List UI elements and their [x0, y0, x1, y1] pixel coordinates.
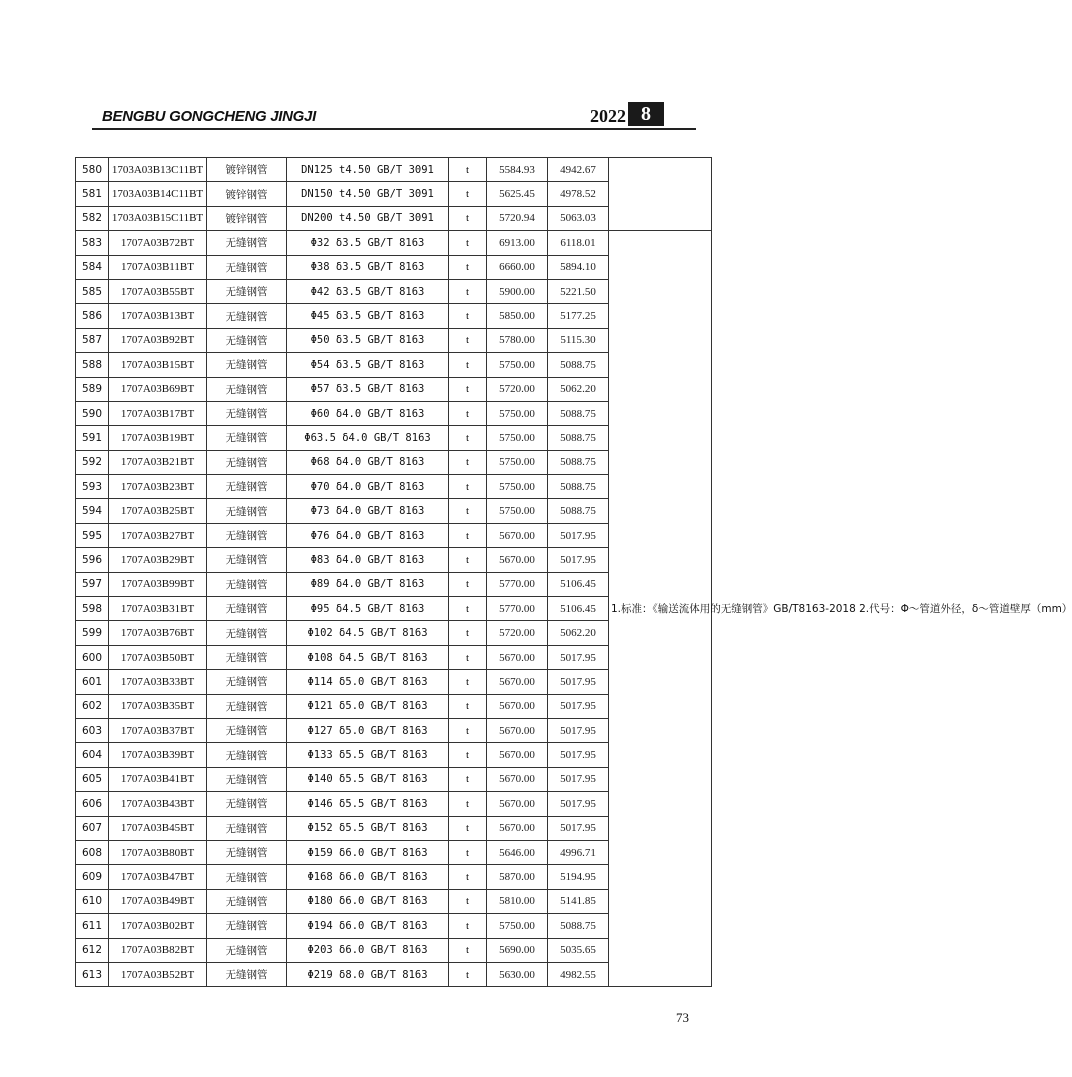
price-excl-tax: 5141.85 — [548, 889, 609, 913]
item-spec: Φ45 δ3.5 GB/T 8163 — [287, 304, 449, 328]
row-number: 585 — [76, 279, 109, 303]
item-code: 1707A03B13BT — [109, 304, 207, 328]
price-table — [75, 157, 1072, 987]
item-unit: t — [449, 548, 487, 572]
item-name: 镀锌钢管 — [207, 206, 287, 230]
price-incl-tax: 5670.00 — [487, 743, 548, 767]
table-row — [76, 158, 712, 182]
item-code: 1707A03B19BT — [109, 426, 207, 450]
item-code: 1707A03B49BT — [109, 889, 207, 913]
item-code: 1707A03B37BT — [109, 718, 207, 742]
row-number: 590 — [76, 401, 109, 425]
price-excl-tax: 5062.20 — [548, 377, 609, 401]
item-unit: t — [449, 914, 487, 938]
row-number: 586 — [76, 304, 109, 328]
row-number: 581 — [76, 182, 109, 206]
remarks-cell: 1.标准：《输送流体用的无缝钢管》GB/T8163-2018 2.代号：Φ～管道外径，δ～管道壁厚（mm） — [609, 231, 712, 987]
item-spec: Φ219 δ8.0 GB/T 8163 — [287, 962, 449, 986]
item-code: 1707A03B21BT — [109, 450, 207, 474]
price-incl-tax: 5780.00 — [487, 328, 548, 352]
item-unit: t — [449, 718, 487, 742]
row-number: 597 — [76, 572, 109, 596]
item-code: 1707A03B11BT — [109, 255, 207, 279]
item-name: 无缝钢管 — [207, 548, 287, 572]
item-code: 1707A03B23BT — [109, 475, 207, 499]
item-code: 1707A03B80BT — [109, 840, 207, 864]
row-number: 609 — [76, 865, 109, 889]
price-excl-tax: 5017.95 — [548, 767, 609, 791]
row-number: 594 — [76, 499, 109, 523]
remarks-cell — [609, 158, 712, 231]
item-spec: Φ68 δ4.0 GB/T 8163 — [287, 450, 449, 474]
item-code: 1703A03B14C11BT — [109, 182, 207, 206]
item-name: 无缝钢管 — [207, 231, 287, 255]
row-number: 591 — [76, 426, 109, 450]
price-incl-tax: 5630.00 — [487, 962, 548, 986]
item-unit: t — [449, 523, 487, 547]
price-incl-tax: 5750.00 — [487, 914, 548, 938]
price-excl-tax: 5017.95 — [548, 718, 609, 742]
item-name: 无缝钢管 — [207, 450, 287, 474]
item-name: 镀锌钢管 — [207, 158, 287, 182]
price-incl-tax: 5670.00 — [487, 816, 548, 840]
price-incl-tax: 5670.00 — [487, 767, 548, 791]
item-spec: Φ60 δ4.0 GB/T 8163 — [287, 401, 449, 425]
item-spec: Φ203 δ6.0 GB/T 8163 — [287, 938, 449, 962]
price-incl-tax: 6913.00 — [487, 231, 548, 255]
price-excl-tax: 5106.45 — [548, 597, 609, 621]
price-excl-tax: 5177.25 — [548, 304, 609, 328]
row-number: 602 — [76, 694, 109, 718]
price-excl-tax: 5017.95 — [548, 792, 609, 816]
price-excl-tax: 5088.75 — [548, 914, 609, 938]
price-incl-tax: 5584.93 — [487, 158, 548, 182]
item-spec: Φ50 δ3.5 GB/T 8163 — [287, 328, 449, 352]
row-number: 588 — [76, 353, 109, 377]
price-incl-tax: 5900.00 — [487, 279, 548, 303]
item-unit: t — [449, 328, 487, 352]
item-unit: t — [449, 621, 487, 645]
item-code: 1707A03B45BT — [109, 816, 207, 840]
item-name: 无缝钢管 — [207, 304, 287, 328]
row-number: 580 — [76, 158, 109, 182]
row-number: 600 — [76, 645, 109, 669]
item-code: 1707A03B31BT — [109, 597, 207, 621]
row-number: 595 — [76, 523, 109, 547]
row-number: 589 — [76, 377, 109, 401]
item-name: 无缝钢管 — [207, 475, 287, 499]
item-code: 1707A03B99BT — [109, 572, 207, 596]
price-incl-tax: 5770.00 — [487, 572, 548, 596]
item-name: 镀锌钢管 — [207, 182, 287, 206]
price-incl-tax: 5670.00 — [487, 548, 548, 572]
price-incl-tax: 5720.00 — [487, 621, 548, 645]
item-unit: t — [449, 889, 487, 913]
item-spec: Φ63.5 δ4.0 GB/T 8163 — [287, 426, 449, 450]
issue-number-badge: 8 — [628, 102, 664, 126]
row-number: 604 — [76, 743, 109, 767]
price-incl-tax: 5870.00 — [487, 865, 548, 889]
row-number: 599 — [76, 621, 109, 645]
item-code: 1707A03B52BT — [109, 962, 207, 986]
table-row — [76, 231, 712, 255]
price-incl-tax: 6660.00 — [487, 255, 548, 279]
row-number: 608 — [76, 840, 109, 864]
item-spec: Φ114 δ5.0 GB/T 8163 — [287, 670, 449, 694]
item-unit: t — [449, 377, 487, 401]
price-incl-tax: 5646.00 — [487, 840, 548, 864]
item-name: 无缝钢管 — [207, 718, 287, 742]
item-name: 无缝钢管 — [207, 914, 287, 938]
row-number: 592 — [76, 450, 109, 474]
price-incl-tax: 5670.00 — [487, 670, 548, 694]
item-spec: Φ32 δ3.5 GB/T 8163 — [287, 231, 449, 255]
item-name: 无缝钢管 — [207, 279, 287, 303]
row-number: 610 — [76, 889, 109, 913]
item-name: 无缝钢管 — [207, 499, 287, 523]
item-code: 1703A03B13C11BT — [109, 158, 207, 182]
price-excl-tax: 5088.75 — [548, 426, 609, 450]
price-incl-tax: 5810.00 — [487, 889, 548, 913]
price-excl-tax: 5017.95 — [548, 743, 609, 767]
item-code: 1707A03B02BT — [109, 914, 207, 938]
price-incl-tax: 5750.00 — [487, 401, 548, 425]
price-excl-tax: 5062.20 — [548, 621, 609, 645]
row-number: 583 — [76, 231, 109, 255]
price-incl-tax: 5720.00 — [487, 377, 548, 401]
item-unit: t — [449, 743, 487, 767]
item-unit: t — [449, 401, 487, 425]
item-name: 无缝钢管 — [207, 572, 287, 596]
item-name: 无缝钢管 — [207, 621, 287, 645]
price-excl-tax: 5106.45 — [548, 572, 609, 596]
price-incl-tax: 5750.00 — [487, 426, 548, 450]
price-excl-tax: 5088.75 — [548, 401, 609, 425]
item-unit: t — [449, 792, 487, 816]
item-unit: t — [449, 279, 487, 303]
price-incl-tax: 5720.94 — [487, 206, 548, 230]
price-incl-tax: 5690.00 — [487, 938, 548, 962]
item-name: 无缝钢管 — [207, 328, 287, 352]
price-excl-tax: 4982.55 — [548, 962, 609, 986]
row-number: 582 — [76, 206, 109, 230]
price-excl-tax: 6118.01 — [548, 231, 609, 255]
item-code: 1707A03B25BT — [109, 499, 207, 523]
item-spec: DN150 t4.50 GB/T 3091 — [287, 182, 449, 206]
item-code: 1707A03B92BT — [109, 328, 207, 352]
item-spec: Φ38 δ3.5 GB/T 8163 — [287, 255, 449, 279]
item-code: 1707A03B41BT — [109, 767, 207, 791]
item-unit: t — [449, 499, 487, 523]
item-name: 无缝钢管 — [207, 865, 287, 889]
item-code: 1707A03B29BT — [109, 548, 207, 572]
item-unit: t — [449, 597, 487, 621]
row-number: 601 — [76, 670, 109, 694]
item-spec: Φ102 δ4.5 GB/T 8163 — [287, 621, 449, 645]
row-number: 587 — [76, 328, 109, 352]
row-number: 612 — [76, 938, 109, 962]
item-unit: t — [449, 645, 487, 669]
price-excl-tax: 5088.75 — [548, 475, 609, 499]
price-incl-tax: 5625.45 — [487, 182, 548, 206]
price-excl-tax: 5115.30 — [548, 328, 609, 352]
item-spec: Φ73 δ4.0 GB/T 8163 — [287, 499, 449, 523]
price-incl-tax: 5670.00 — [487, 694, 548, 718]
item-unit: t — [449, 206, 487, 230]
item-name: 无缝钢管 — [207, 840, 287, 864]
item-spec: Φ180 δ6.0 GB/T 8163 — [287, 889, 449, 913]
price-excl-tax: 4996.71 — [548, 840, 609, 864]
item-name: 无缝钢管 — [207, 792, 287, 816]
item-spec: Φ140 δ5.5 GB/T 8163 — [287, 767, 449, 791]
item-code: 1707A03B72BT — [109, 231, 207, 255]
item-spec: DN125 t4.50 GB/T 3091 — [287, 158, 449, 182]
price-table-body — [76, 158, 1072, 987]
item-unit: t — [449, 475, 487, 499]
item-name: 无缝钢管 — [207, 767, 287, 791]
header-rule — [92, 128, 696, 130]
item-spec: DN200 t4.50 GB/T 3091 — [287, 206, 449, 230]
item-name: 无缝钢管 — [207, 889, 287, 913]
price-incl-tax: 5670.00 — [487, 523, 548, 547]
item-spec: Φ127 δ5.0 GB/T 8163 — [287, 718, 449, 742]
price-excl-tax: 5017.95 — [548, 670, 609, 694]
item-spec: Φ121 δ5.0 GB/T 8163 — [287, 694, 449, 718]
price-excl-tax: 5088.75 — [548, 450, 609, 474]
item-name: 无缝钢管 — [207, 645, 287, 669]
item-code: 1707A03B47BT — [109, 865, 207, 889]
item-unit: t — [449, 231, 487, 255]
item-unit: t — [449, 450, 487, 474]
item-unit: t — [449, 840, 487, 864]
row-number: 605 — [76, 767, 109, 791]
price-incl-tax: 5850.00 — [487, 304, 548, 328]
item-spec: Φ95 δ4.5 GB/T 8163 — [287, 597, 449, 621]
price-excl-tax: 5088.75 — [548, 499, 609, 523]
price-excl-tax: 5017.95 — [548, 816, 609, 840]
item-unit: t — [449, 572, 487, 596]
item-spec: Φ146 δ5.5 GB/T 8163 — [287, 792, 449, 816]
price-excl-tax: 5017.95 — [548, 548, 609, 572]
row-number: 611 — [76, 914, 109, 938]
item-unit: t — [449, 158, 487, 182]
price-incl-tax: 5750.00 — [487, 475, 548, 499]
item-spec: Φ54 δ3.5 GB/T 8163 — [287, 353, 449, 377]
price-incl-tax: 5770.00 — [487, 597, 548, 621]
price-excl-tax: 5017.95 — [548, 694, 609, 718]
item-code: 1707A03B27BT — [109, 523, 207, 547]
item-unit: t — [449, 938, 487, 962]
item-spec: Φ57 δ3.5 GB/T 8163 — [287, 377, 449, 401]
price-excl-tax: 5088.75 — [548, 353, 609, 377]
item-name: 无缝钢管 — [207, 743, 287, 767]
price-excl-tax: 5221.50 — [548, 279, 609, 303]
page-number: 73 — [676, 1010, 689, 1025]
item-code: 1707A03B35BT — [109, 694, 207, 718]
item-unit: t — [449, 304, 487, 328]
item-name: 无缝钢管 — [207, 694, 287, 718]
item-spec: Φ159 δ6.0 GB/T 8163 — [287, 840, 449, 864]
price-incl-tax: 5670.00 — [487, 645, 548, 669]
item-code: 1707A03B76BT — [109, 621, 207, 645]
item-unit: t — [449, 255, 487, 279]
price-excl-tax: 4978.52 — [548, 182, 609, 206]
item-code: 1707A03B39BT — [109, 743, 207, 767]
item-code: 1707A03B82BT — [109, 938, 207, 962]
item-spec: Φ89 δ4.0 GB/T 8163 — [287, 572, 449, 596]
item-name: 无缝钢管 — [207, 962, 287, 986]
row-number: 584 — [76, 255, 109, 279]
item-unit: t — [449, 182, 487, 206]
row-number: 598 — [76, 597, 109, 621]
item-unit: t — [449, 694, 487, 718]
price-incl-tax: 5750.00 — [487, 353, 548, 377]
item-unit: t — [449, 426, 487, 450]
item-spec: Φ83 δ4.0 GB/T 8163 — [287, 548, 449, 572]
price-incl-tax: 5750.00 — [487, 499, 548, 523]
item-unit: t — [449, 865, 487, 889]
journal-year: 2022 — [590, 106, 626, 126]
price-incl-tax: 5670.00 — [487, 718, 548, 742]
row-number: 606 — [76, 792, 109, 816]
item-unit: t — [449, 962, 487, 986]
item-code: 1707A03B15BT — [109, 353, 207, 377]
item-name: 无缝钢管 — [207, 816, 287, 840]
price-excl-tax: 5035.65 — [548, 938, 609, 962]
item-name: 无缝钢管 — [207, 523, 287, 547]
item-code: 1707A03B55BT — [109, 279, 207, 303]
journal-title: BENGBU GONGCHENG JINGJI — [102, 108, 316, 125]
item-name: 无缝钢管 — [207, 377, 287, 401]
price-incl-tax: 5670.00 — [487, 792, 548, 816]
price-excl-tax: 5017.95 — [548, 523, 609, 547]
item-spec: Φ108 δ4.5 GB/T 8163 — [287, 645, 449, 669]
item-name: 无缝钢管 — [207, 597, 287, 621]
item-name: 无缝钢管 — [207, 255, 287, 279]
item-code: 1707A03B33BT — [109, 670, 207, 694]
price-excl-tax: 4942.67 — [548, 158, 609, 182]
item-code: 1707A03B69BT — [109, 377, 207, 401]
item-name: 无缝钢管 — [207, 426, 287, 450]
row-number: 603 — [76, 718, 109, 742]
item-unit: t — [449, 353, 487, 377]
row-number: 596 — [76, 548, 109, 572]
price-excl-tax: 5894.10 — [548, 255, 609, 279]
item-spec: Φ194 δ6.0 GB/T 8163 — [287, 914, 449, 938]
item-spec: Φ76 δ4.0 GB/T 8163 — [287, 523, 449, 547]
item-code: 1707A03B50BT — [109, 645, 207, 669]
price-incl-tax: 5750.00 — [487, 450, 548, 474]
price-excl-tax: 5017.95 — [548, 645, 609, 669]
item-code: 1707A03B17BT — [109, 401, 207, 425]
item-unit: t — [449, 670, 487, 694]
item-name: 无缝钢管 — [207, 938, 287, 962]
item-spec: Φ70 δ4.0 GB/T 8163 — [287, 475, 449, 499]
item-spec: Φ168 δ6.0 GB/T 8163 — [287, 865, 449, 889]
price-excl-tax: 5194.95 — [548, 865, 609, 889]
item-name: 无缝钢管 — [207, 670, 287, 694]
item-name: 无缝钢管 — [207, 353, 287, 377]
row-number: 607 — [76, 816, 109, 840]
item-spec: Φ42 δ3.5 GB/T 8163 — [287, 279, 449, 303]
row-number: 613 — [76, 962, 109, 986]
item-unit: t — [449, 767, 487, 791]
item-spec: Φ133 δ5.5 GB/T 8163 — [287, 743, 449, 767]
item-name: 无缝钢管 — [207, 401, 287, 425]
item-code: 1707A03B43BT — [109, 792, 207, 816]
item-spec: Φ152 δ5.5 GB/T 8163 — [287, 816, 449, 840]
row-number: 593 — [76, 475, 109, 499]
item-code: 1703A03B15C11BT — [109, 206, 207, 230]
price-excl-tax: 5063.03 — [548, 206, 609, 230]
item-unit: t — [449, 816, 487, 840]
